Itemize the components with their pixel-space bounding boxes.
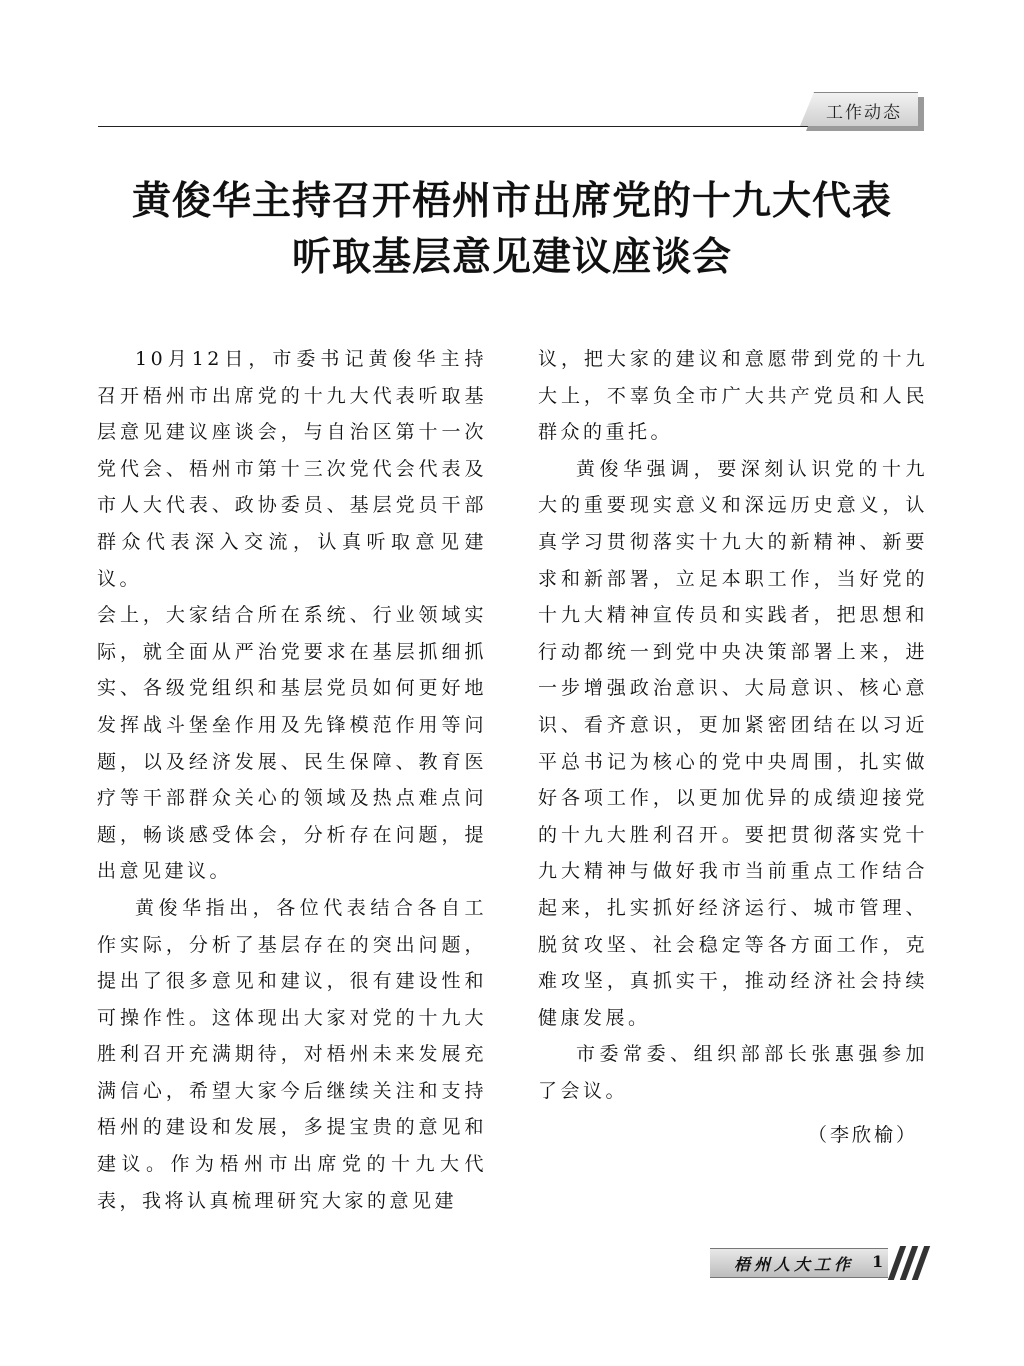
paragraph-remarks: 黄俊华指出，各位代表结合各自工作实际，分析了基层存在的突出问题，提出了很多意见和建议，很有建设性和可操作性。这体现出大家对党的十九大胜利召开充满期待，对梧州未来发展充满信心，希望大家今后继续关注和支持梧州的建设和发展，多提宝贵的意见和建议。作为梧州市出席党的十九大代表，我将认真梳理研究大家的意见建 bbox=[97, 896, 487, 1212]
paragraph-meeting: 会上，大家结合所在系统、行业领域实际，就全面从严治党要求在基层抓细抓实、各级党组织和基层党员如何更好地发挥战斗堡垒作用及先锋模范作用等问题，以及经济发展、民生保障、教育医疗等干部群众关心的领域及热点难点问题，畅谈感受体会，分析存在问题，提出意见建议。 bbox=[97, 604, 487, 883]
page-footer bbox=[710, 1246, 930, 1280]
article-title-line2: 听取基层意见建议座谈会 bbox=[291, 234, 732, 280]
paragraph-continued: 议，把大家的建议和意愿带到党的十九大上，不辜负全市广大共产党员和人民群众的重托。 bbox=[538, 348, 928, 444]
paragraph-emphasis: 黄俊华强调，要深刻认识党的十九大的重要现实意义和深远历史意义，认真学习贯彻落实十九大的新精神、新要求和新部署，立足本职工作，当好党的十九大精神宣传员和实践者，把思想和行动都统一到党中央决策部署上来，进一步增强政治意识、大局意识、核心意识、看齐意识，更加紧密团结在以习近平总书记为核心的党中央周围，扎实做好各项工作，以更加优异的成绩迎接党的十九大胜利召开。要把贯彻落实党十九大精神与做好我市当前重点工作结合起来，扎实抓好经济运行、城市管理、脱贫攻坚、社会稳定等各方面工作，克难攻坚，真抓实干，推动经济社会持续健康发展。 bbox=[538, 457, 928, 1029]
left-column bbox=[97, 341, 487, 1219]
right-column bbox=[538, 341, 928, 1154]
paragraph-intro: 10月12日，市委书记黄俊华主持召开梧州市出席党的十九大代表听取基层意见建议座谈会，与自治区第十一次党代会、梧州市第十三次党代会代表及市人大代表、政协委员、基层党员干部群众代表深入交流，认真听取意见建议。 bbox=[97, 348, 487, 590]
paragraph-attendance: 市委常委、组织部部长张惠强参加了会议。 bbox=[538, 1043, 928, 1102]
article-title-line1: 黄俊华主持召开梧州市出席党的十九大代表 bbox=[131, 178, 892, 224]
page-number: 1 bbox=[872, 1252, 884, 1271]
section-label: 工作动态 bbox=[826, 103, 902, 123]
publication-name: 梧州人大工作 bbox=[734, 1255, 855, 1274]
section-tab bbox=[800, 92, 928, 128]
header-rule bbox=[98, 126, 898, 127]
author-credit: （李欣榆） bbox=[807, 1124, 918, 1147]
